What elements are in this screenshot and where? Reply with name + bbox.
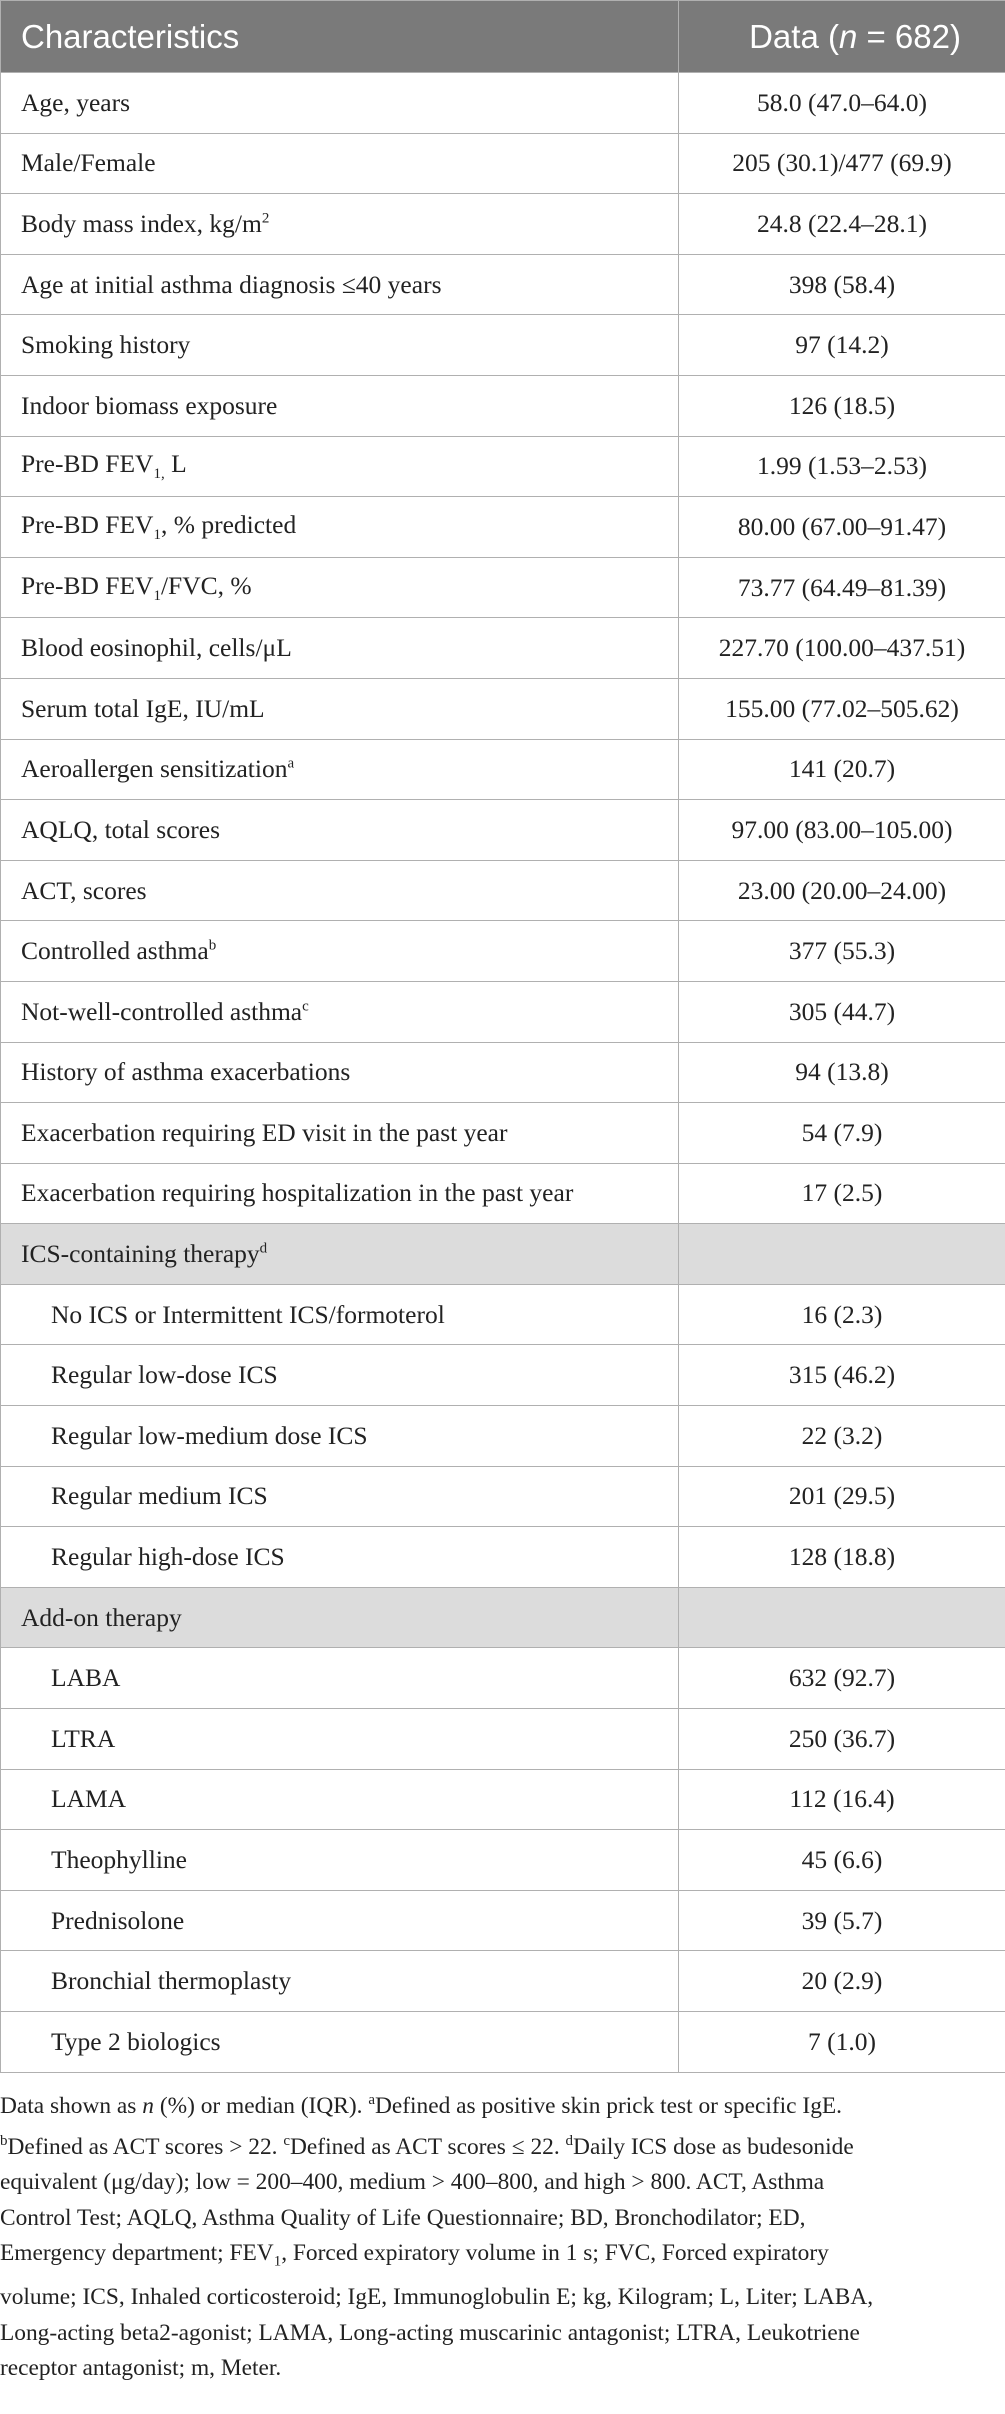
table-row — [1, 1163, 1005, 1224]
footnote-segment: Data shown as — [0, 2092, 143, 2119]
row-label-text: Age at initial asthma diagnosis ≤40 years — [21, 269, 442, 299]
characteristic-cell — [1, 254, 679, 315]
footnote-line — [0, 2351, 1005, 2387]
value-cell: 94 (13.8) — [679, 1042, 1005, 1103]
value-cell: 377 (55.3) — [679, 921, 1005, 982]
row-label-text: Regular low-dose ICS — [51, 1360, 278, 1390]
table-row — [1, 1890, 1005, 1951]
row-label-text: Regular high-dose ICS — [51, 1542, 285, 1572]
row-label-text: ICS-containing therapy — [21, 1239, 260, 1269]
row-label-footnote-marker: c — [302, 998, 309, 1015]
row-label-text: Controlled asthma — [21, 936, 209, 966]
characteristic-cell — [1, 375, 679, 436]
row-label-subscript: 1 — [153, 587, 161, 604]
row-label-text: Regular medium ICS — [51, 1481, 268, 1511]
footnote-segment: Defined as positive skin prick test or specific IgE. — [374, 2092, 843, 2119]
characteristic-cell — [1, 1890, 679, 1951]
value-cell: 126 (18.5) — [679, 375, 1005, 436]
characteristic-cell — [1, 981, 679, 1042]
footnote-line — [0, 2280, 1005, 2316]
row-label-text: Age, years — [21, 87, 131, 117]
value-cell: 1.99 (1.53–2.53) — [679, 436, 1005, 497]
characteristic-cell — [1, 800, 679, 861]
characteristic-cell — [1, 1769, 679, 1830]
value-cell: 250 (36.7) — [679, 1709, 1005, 1770]
footnote-line — [0, 2124, 1005, 2165]
table-row — [1, 1406, 1005, 1467]
row-label-footnote-marker: d — [259, 1240, 268, 1257]
row-label-subscript: 1, — [153, 466, 165, 483]
row-label-text: Smoking history — [21, 330, 191, 360]
characteristic-cell — [1, 1466, 679, 1527]
characteristic-cell — [1, 436, 679, 497]
row-label-text: LABA — [51, 1663, 121, 1693]
table-row — [1, 1951, 1005, 2012]
characteristic-cell — [1, 1103, 679, 1164]
footnote-segment: receptor antagonist; m, Meter. — [0, 2355, 282, 2382]
row-label-text: No ICS or Intermittent ICS/formoterol — [51, 1299, 445, 1329]
column-header-data — [679, 1, 1005, 73]
footnote-line — [0, 2236, 1005, 2280]
characteristic-cell — [1, 133, 679, 194]
row-label-text: Aeroallergen sensitization — [21, 754, 288, 784]
footnote-segment: volume; ICS, Inhaled corticosteroid; IgE, Immunoglobulin E; kg, Kilogram; L, Liter; LABA, — [0, 2284, 874, 2311]
row-label-footnote-marker: b — [208, 937, 217, 954]
footnote-segment: 1 — [273, 2253, 282, 2270]
table-row — [1, 1284, 1005, 1345]
characteristic-cell — [1, 1709, 679, 1770]
characteristic-cell — [1, 557, 679, 618]
table-row — [1, 800, 1005, 861]
table-header — [1, 1, 1005, 73]
value-cell: 97.00 (83.00–105.00) — [679, 800, 1005, 861]
table-row — [1, 1466, 1005, 1527]
footnote-segment: Defined as ACT scores ≤ 22. — [290, 2133, 566, 2160]
value-cell: 54 (7.9) — [679, 1103, 1005, 1164]
characteristic-cell — [1, 1648, 679, 1709]
row-label-text: Regular low-medium dose ICS — [51, 1420, 368, 1450]
table-row — [1, 618, 1005, 679]
characteristic-cell — [1, 921, 679, 982]
footnote-segment: Defined as ACT scores > 22. — [7, 2133, 284, 2160]
footnote-segment: c — [283, 2132, 291, 2149]
footnote-line — [0, 2165, 1005, 2201]
table-row — [1, 315, 1005, 376]
table-row — [1, 1709, 1005, 1770]
table-row — [1, 860, 1005, 921]
row-label-text: Blood eosinophil, cells/μL — [21, 633, 292, 663]
value-cell: 45 (6.6) — [679, 1830, 1005, 1891]
row-label-text: ACT, scores — [21, 875, 147, 905]
row-label-text: Male/Female — [21, 148, 156, 178]
table-row — [1, 133, 1005, 194]
table-row — [1, 921, 1005, 982]
characteristic-cell — [1, 1830, 679, 1891]
footnote-segment: (%) or median (IQR). — [153, 2092, 369, 2119]
characteristic-cell — [1, 315, 679, 376]
table-row — [1, 1769, 1005, 1830]
row-label-subscript: 1 — [153, 527, 161, 543]
table-group-row — [1, 1587, 1005, 1648]
table-row — [1, 981, 1005, 1042]
value-cell: 20 (2.9) — [679, 1951, 1005, 2012]
characteristic-cell — [1, 860, 679, 921]
footnote-segment: , Forced expiratory volume in 1 s; FVC, Forced expiratory — [281, 2240, 829, 2267]
row-label-text: Pre-BD FEV — [21, 570, 154, 600]
row-label-suffix: /FVC, % — [160, 570, 252, 600]
characteristic-cell — [1, 1345, 679, 1406]
row-label-text: Type 2 biologics — [51, 2026, 221, 2056]
value-cell: 112 (16.4) — [679, 1769, 1005, 1830]
table-row — [1, 375, 1005, 436]
value-cell: 7 (1.0) — [679, 2012, 1005, 2073]
group-label-cell — [1, 1224, 679, 1285]
column-header-characteristics: Characteristics — [1, 1, 679, 73]
value-cell: 24.8 (22.4–28.1) — [679, 194, 1005, 255]
footnote-line — [0, 2201, 1005, 2237]
row-label-text: Pre-BD FEV — [21, 509, 154, 539]
table-group-row — [1, 1224, 1005, 1285]
group-empty-cell — [679, 1587, 1005, 1648]
row-label-footnote-marker: 2 — [261, 210, 270, 227]
value-cell: 16 (2.3) — [679, 1284, 1005, 1345]
characteristic-cell — [1, 2012, 679, 2073]
row-label-text: Prednisolone — [51, 1905, 185, 1935]
value-cell: 315 (46.2) — [679, 1345, 1005, 1406]
row-label-text: Theophylline — [51, 1845, 187, 1875]
header-data-prefix: Data ( — [749, 17, 839, 55]
characteristic-cell — [1, 739, 679, 800]
row-label-footnote-marker: a — [287, 755, 295, 772]
row-label-text: Exacerbation requiring ED visit in the past year — [21, 1117, 508, 1147]
characteristic-cell — [1, 497, 679, 558]
footnote-segment: n — [142, 2092, 154, 2119]
row-label-text: Add-on therapy — [21, 1602, 182, 1632]
header-data-n: n — [838, 17, 858, 55]
table-row — [1, 1345, 1005, 1406]
value-cell: 128 (18.8) — [679, 1527, 1005, 1588]
value-cell: 632 (92.7) — [679, 1648, 1005, 1709]
footnote-segment: b — [0, 2132, 8, 2149]
value-cell: 305 (44.7) — [679, 981, 1005, 1042]
row-label-text: Serum total IgE, IU/mL — [21, 693, 265, 723]
value-cell: 97 (14.2) — [679, 315, 1005, 376]
table-row — [1, 1527, 1005, 1588]
group-label-cell — [1, 1587, 679, 1648]
footnote-segment: d — [565, 2132, 574, 2149]
footnote-line — [0, 2083, 1005, 2124]
value-cell: 39 (5.7) — [679, 1890, 1005, 1951]
table-row — [1, 557, 1005, 618]
row-label-suffix: L — [164, 449, 187, 479]
characteristic-cell — [1, 678, 679, 739]
characteristic-cell — [1, 1284, 679, 1345]
group-empty-cell — [679, 1224, 1005, 1285]
characteristic-cell — [1, 194, 679, 255]
table-row — [1, 254, 1005, 315]
footnote-segment: Long-acting beta2-agonist; LAMA, Long-acting muscarinic antagonist; LTRA, Leukotriene — [0, 2319, 860, 2346]
table-row — [1, 739, 1005, 800]
header-data-suffix: = 682) — [857, 17, 961, 55]
value-cell: 398 (58.4) — [679, 254, 1005, 315]
value-cell: 80.00 (67.00–91.47) — [679, 497, 1005, 558]
footnote-segment: Emergency department; FEV — [0, 2240, 274, 2267]
characteristic-cell — [1, 1406, 679, 1467]
row-label-text: LAMA — [51, 1784, 127, 1814]
row-label-text: AQLQ, total scores — [21, 814, 220, 844]
footnote-segment: a — [368, 2091, 375, 2108]
table-row — [1, 436, 1005, 497]
characteristic-cell — [1, 618, 679, 679]
header-row — [1, 1, 1005, 73]
characteristic-cell — [1, 1951, 679, 2012]
row-label-suffix: , % predicted — [160, 509, 297, 539]
table-row — [1, 1830, 1005, 1891]
table-row — [1, 497, 1005, 558]
value-cell: 17 (2.5) — [679, 1163, 1005, 1224]
characteristic-cell — [1, 1527, 679, 1588]
footnote-line — [0, 2316, 1005, 2352]
value-cell: 58.0 (47.0–64.0) — [679, 73, 1005, 134]
table-body — [1, 73, 1005, 2073]
table-footnotes — [0, 2073, 1005, 2387]
table-row — [1, 1103, 1005, 1164]
row-label-text: Not-well-controlled asthma — [21, 996, 303, 1026]
value-cell: 23.00 (20.00–24.00) — [679, 860, 1005, 921]
value-cell: 141 (20.7) — [679, 739, 1005, 800]
value-cell: 205 (30.1)/477 (69.9) — [679, 133, 1005, 194]
table-row — [1, 1042, 1005, 1103]
row-label-text: Body mass index, kg/m — [21, 208, 262, 238]
characteristic-cell — [1, 1163, 679, 1224]
value-cell: 201 (29.5) — [679, 1466, 1005, 1527]
value-cell: 73.77 (64.49–81.39) — [679, 557, 1005, 618]
row-label-text: Pre-BD FEV — [21, 449, 154, 479]
value-cell: 155.00 (77.02–505.62) — [679, 678, 1005, 739]
table-row — [1, 73, 1005, 134]
footnote-segment: Daily ICS dose as budesonide — [573, 2133, 854, 2160]
value-cell: 22 (3.2) — [679, 1406, 1005, 1467]
row-label-text: Bronchial thermoplasty — [51, 1966, 292, 1996]
row-label-text: History of asthma exacerbations — [21, 1057, 351, 1087]
table-row — [1, 1648, 1005, 1709]
table-row — [1, 678, 1005, 739]
value-cell: 227.70 (100.00–437.51) — [679, 618, 1005, 679]
footnote-segment: Control Test; AQLQ, Asthma Quality of Life Questionnaire; BD, Bronchodilator; ED, — [0, 2204, 806, 2231]
characteristic-cell — [1, 1042, 679, 1103]
row-label-text: LTRA — [51, 1723, 116, 1753]
row-label-text: Exacerbation requiring hospitalization in the past year — [21, 1178, 574, 1208]
table-row — [1, 2012, 1005, 2073]
table-row — [1, 194, 1005, 255]
row-label-text: Indoor biomass exposure — [21, 390, 278, 420]
footnote-segment: equivalent (μg/day); low = 200–400, medium > 400–800, and high > 800. ACT, Asthma — [0, 2169, 825, 2196]
characteristic-cell — [1, 73, 679, 134]
